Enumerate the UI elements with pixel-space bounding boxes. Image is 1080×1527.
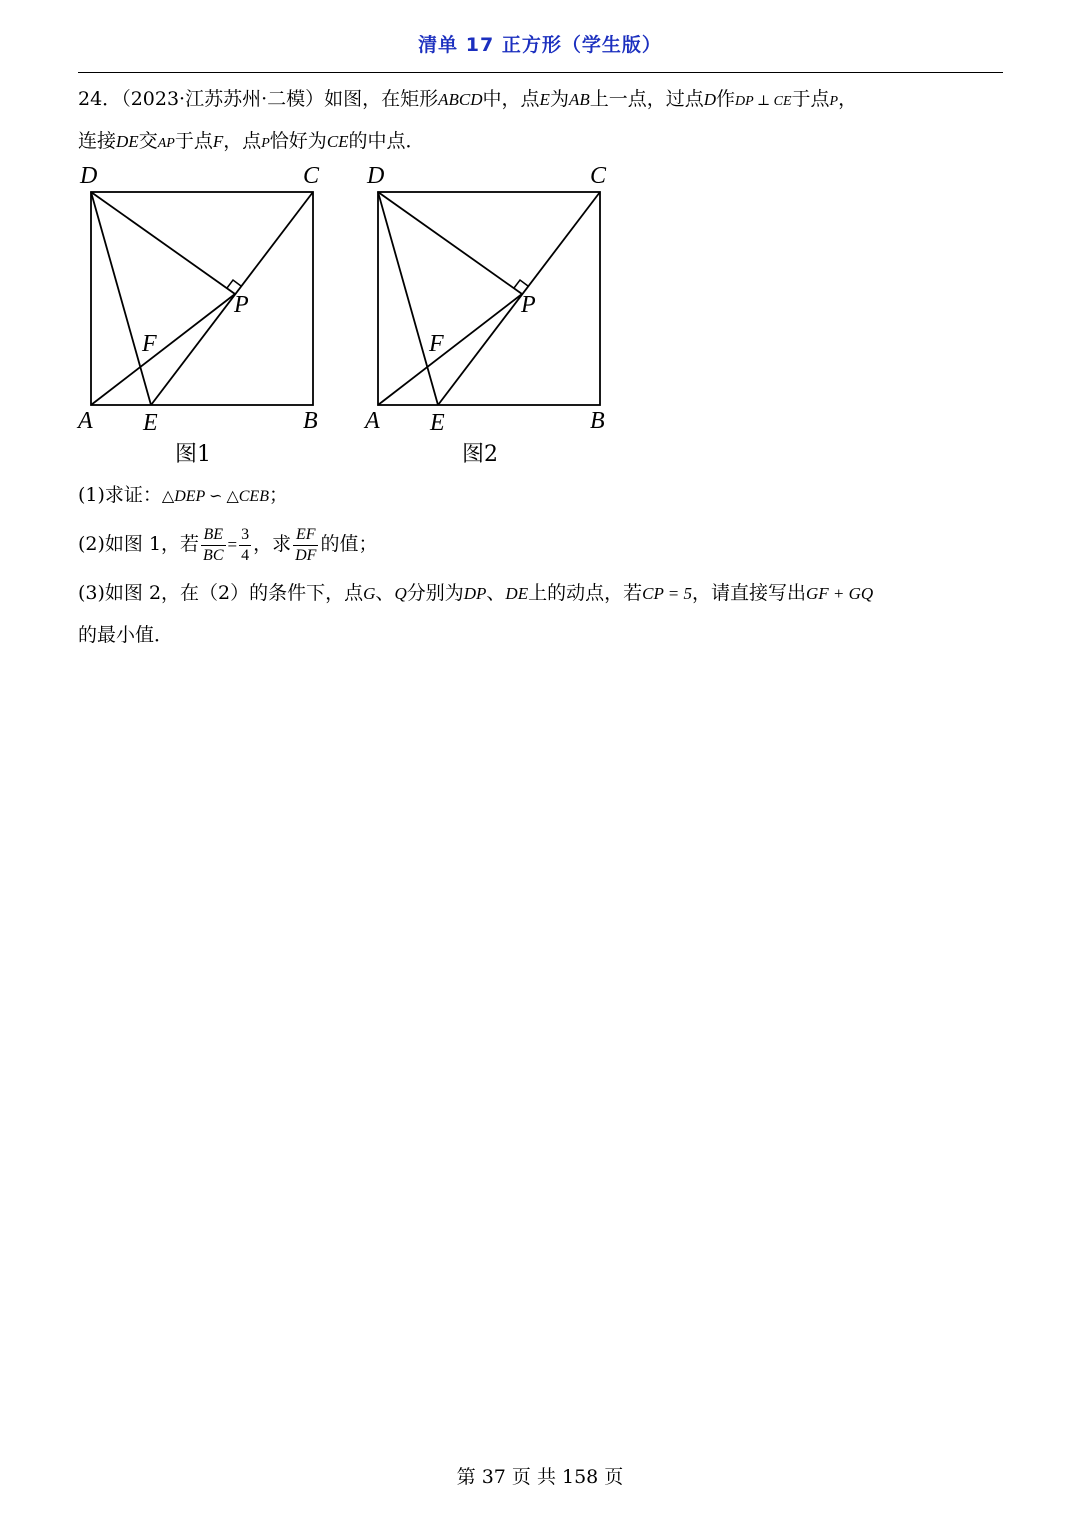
label-a: A <box>365 408 380 434</box>
fraction-be-bc <box>201 525 225 566</box>
text: 于点 <box>791 88 830 110</box>
math-rect: ABCD <box>438 90 483 109</box>
text: 于点 <box>174 130 213 152</box>
text: 、 <box>486 582 506 604</box>
right-angle-mark <box>227 280 241 288</box>
question-line-2 <box>78 126 425 159</box>
text: 中，点 <box>482 88 540 110</box>
text: 的中点． <box>348 130 425 152</box>
label-f: F <box>142 331 157 357</box>
math-point-g: G <box>363 584 376 603</box>
label-b: B <box>303 408 318 434</box>
rectangle-abcd <box>91 192 313 405</box>
fraction-denominator: 4 <box>241 546 250 564</box>
math-point-p2: P <box>261 136 270 151</box>
figure-1-caption: 图1 <box>175 442 211 467</box>
text: 如图，在矩形 <box>324 88 439 110</box>
fraction-denominator: BC <box>203 546 224 564</box>
text: 交 <box>138 130 158 152</box>
label-f: F <box>429 331 444 357</box>
text: ； <box>268 484 288 506</box>
text: ， <box>838 88 858 110</box>
text: 上的动点，若 <box>528 582 643 604</box>
math-gf-plus-gq: GF + GQ <box>806 584 874 603</box>
figure-2-caption: 图2 <box>462 442 498 467</box>
label-p: P <box>234 292 249 318</box>
figure-2 <box>362 160 632 470</box>
right-angle-mark <box>514 280 528 288</box>
page-header-title: 清单 17 正方形（学生版） <box>418 34 662 56</box>
part-3-line-2 <box>78 620 173 650</box>
fraction-ef-df <box>293 525 318 566</box>
segment-ec <box>438 192 600 405</box>
text: 上一点，过点 <box>589 88 704 110</box>
rectangle-abcd <box>378 192 600 405</box>
text: 作 <box>716 88 736 110</box>
question-number: 24． <box>78 88 122 110</box>
part-1-expression: △DEP ∽ △CEB <box>161 488 269 505</box>
part-1 <box>78 480 288 512</box>
page-footer: 第 37 页 共 158 页 <box>456 1466 624 1488</box>
label-e: E <box>430 410 445 436</box>
text: 的最小值． <box>78 624 174 646</box>
question-source: （2023·江苏苏州·二模） <box>121 88 325 110</box>
segment-de <box>91 192 151 405</box>
part-2-label: (2)如图 1，若 <box>78 533 200 555</box>
text: ，求 <box>253 533 292 555</box>
label-d: D <box>80 163 98 189</box>
math-seg-ab: AB <box>568 90 590 109</box>
text: 为 <box>549 88 569 110</box>
math-seg-de: DE <box>116 132 139 151</box>
fraction-numerator: BE <box>201 525 225 546</box>
segment-ec <box>151 192 313 405</box>
text: 恰好为 <box>269 130 327 152</box>
math-seg-ce: CE <box>326 132 349 151</box>
text: 分别为 <box>406 582 464 604</box>
text: ，点 <box>223 130 262 152</box>
math-point-e: E <box>539 90 550 109</box>
segment-dp <box>378 192 522 294</box>
math-perp: DP ⊥ CE <box>735 94 792 109</box>
segment-de <box>378 192 438 405</box>
header-rule <box>78 72 1003 73</box>
text: 连接 <box>78 130 117 152</box>
math-point-p: P <box>829 94 839 109</box>
question-line-1 <box>78 84 857 117</box>
fraction-numerator: EF <box>293 525 318 546</box>
math-cp-value: CP = 5 <box>642 584 692 603</box>
part-1-label: (1)求证： <box>78 484 162 506</box>
fraction-three-quarters <box>239 525 251 566</box>
label-c: C <box>303 163 320 189</box>
label-d: D <box>367 163 385 189</box>
fraction-numerator: 3 <box>239 525 251 546</box>
label-e: E <box>143 410 158 436</box>
label-p: P <box>521 292 536 318</box>
text: 的值； <box>320 533 378 555</box>
math-point-f: F <box>212 132 224 151</box>
equals-sign: = <box>227 535 238 554</box>
math-point-d: D <box>703 90 717 109</box>
math-point-q: Q <box>394 584 407 603</box>
math-seg-de: DE <box>505 584 529 603</box>
part-3-label: (3)如图 2，在（2）的条件下，点 <box>78 582 364 604</box>
part-3-line-1 <box>78 578 873 609</box>
text: 、 <box>375 582 395 604</box>
text: ，请直接写出 <box>692 582 807 604</box>
fraction-denominator: DF <box>295 546 317 564</box>
part-2 <box>78 520 377 569</box>
label-b: B <box>590 408 605 434</box>
math-seg-dp: DP <box>463 584 487 603</box>
math-seg-ap: AP <box>157 136 175 151</box>
figure-1 <box>75 160 345 470</box>
label-c: C <box>590 163 607 189</box>
segment-dp <box>91 192 235 294</box>
label-a: A <box>78 408 93 434</box>
